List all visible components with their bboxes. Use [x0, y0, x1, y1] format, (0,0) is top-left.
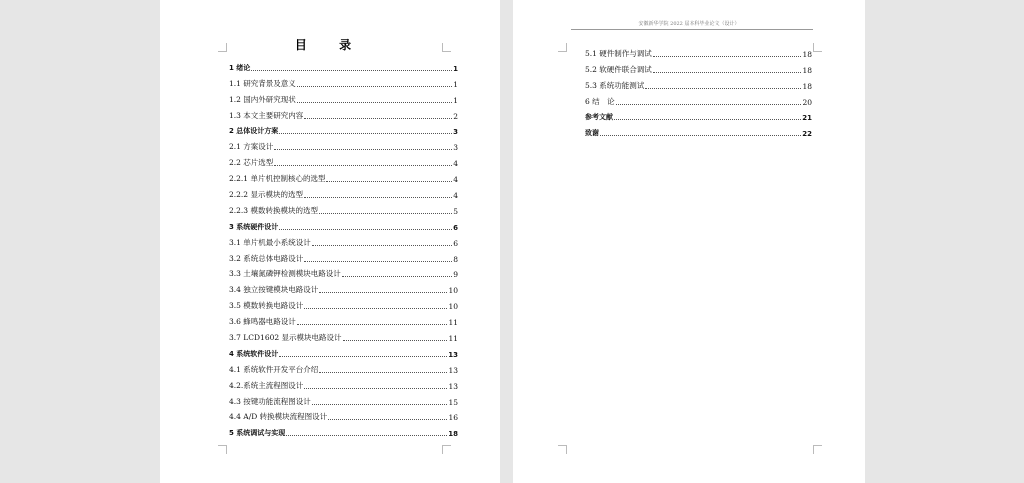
toc-entry-page: 10 — [448, 286, 458, 296]
toc-entry-label: 致谢 — [585, 129, 599, 138]
toc-list — [229, 57, 458, 438]
toc-entry[interactable] — [229, 359, 458, 375]
toc-entry-label: 3.6 蜂鸣器电路设计 — [229, 317, 296, 327]
toc-entry[interactable] — [229, 105, 458, 121]
toc-entry-label: 5.3 系统功能测试 — [585, 80, 645, 90]
toc-entry[interactable] — [585, 75, 812, 91]
toc-entry-label: 参考文献 — [585, 113, 613, 122]
toc-entry[interactable] — [229, 89, 458, 105]
toc-entry-label: 6 结 论 — [585, 96, 615, 106]
toc-entry[interactable] — [229, 407, 458, 423]
toc-entry-page: 1 — [453, 95, 458, 105]
toc-entry-page: 4 — [453, 191, 458, 201]
toc-entry-page: 18 — [802, 65, 812, 75]
toc-entry[interactable] — [229, 73, 458, 89]
toc-leader — [286, 435, 447, 436]
toc-entry-page: 18 — [802, 81, 812, 91]
toc-entry-label: 4.3 按键功能流程图设计 — [229, 396, 311, 406]
margin-corner-mark — [813, 43, 822, 52]
toc-leader — [297, 324, 448, 325]
toc-entry[interactable] — [585, 59, 812, 75]
toc-entry-label: 1.2 国内外研究现状 — [229, 94, 296, 104]
toc-entry[interactable] — [585, 43, 812, 59]
margin-corner-mark — [813, 445, 822, 454]
toc-entry-label: 2.2 芯片选型 — [229, 158, 274, 168]
toc-entry-label: 4.4 A/D 转换模块流程图设计 — [229, 412, 328, 422]
toc-entry-label: 3.2 系统总体电路设计 — [229, 253, 304, 263]
header-rule — [571, 29, 813, 30]
toc-leader — [279, 133, 452, 134]
toc-entry-page: 6 — [453, 238, 458, 248]
toc-leader — [312, 404, 448, 405]
toc-entry-label: 2.2.1 单片机控制核心的选型 — [229, 174, 326, 184]
toc-entry[interactable] — [229, 136, 458, 152]
toc-leader — [304, 388, 447, 389]
toc-leader — [279, 229, 452, 230]
toc-entry-page: 4 — [453, 175, 458, 185]
toc-entry[interactable] — [229, 295, 458, 311]
toc-entry-label: 4 系统软件设计 — [229, 349, 279, 358]
toc-leader — [297, 86, 452, 87]
toc-entry-page: 3 — [453, 143, 458, 153]
toc-entry-page: 20 — [802, 97, 812, 107]
toc-entry-page: 16 — [448, 413, 458, 423]
toc-leader — [297, 102, 452, 103]
toc-entry-label: 4.2.系统主流程图设计 — [229, 380, 304, 390]
toc-entry-label: 1 绪论 — [229, 63, 251, 72]
toc-entry-page: 13 — [448, 350, 458, 359]
toc-entry-label: 3.5 模数转换电路设计 — [229, 301, 304, 311]
toc-entry-label: 1.3 本文主要研究内容 — [229, 110, 304, 120]
toc-entry-page: 1 — [453, 79, 458, 89]
toc-entry-label: 2.1 方案设计 — [229, 142, 274, 152]
toc-entry-label: 5.2 软硬件联合调试 — [585, 64, 652, 74]
toc-entry[interactable] — [229, 375, 458, 391]
toc-entry-label: 2.2.3 模数转换模块的选型 — [229, 205, 318, 215]
toc-entry-label: 3.3 土壤氮磷钾检测模块电路设计 — [229, 269, 341, 279]
toc-entry[interactable] — [229, 422, 458, 438]
toc-leader — [342, 276, 452, 277]
margin-corner-mark — [442, 445, 451, 454]
margin-corner-mark — [558, 43, 567, 52]
toc-title: 目 录 — [294, 38, 366, 52]
toc-entry[interactable] — [229, 279, 458, 295]
toc-entry-page: 21 — [802, 114, 812, 123]
toc-leader — [274, 149, 452, 150]
page-header: 安徽新华学院 2022 届本科毕业论文（设计） — [638, 21, 740, 27]
toc-entry[interactable] — [229, 391, 458, 407]
toc-entry-page: 18 — [802, 49, 812, 59]
toc-entry-page: 9 — [453, 270, 458, 280]
toc-leader — [319, 372, 447, 373]
toc-leader — [319, 213, 452, 214]
toc-list — [585, 43, 812, 138]
toc-entry[interactable] — [229, 168, 458, 184]
toc-leader — [328, 419, 447, 420]
toc-entry-page: 8 — [453, 254, 458, 264]
toc-entry-page: 13 — [448, 381, 458, 391]
toc-entry[interactable] — [229, 200, 458, 216]
toc-entry-page: 1 — [453, 64, 458, 73]
toc-leader — [614, 119, 801, 120]
toc-leader — [600, 135, 801, 136]
toc-leader — [653, 56, 802, 57]
toc-leader — [251, 70, 452, 71]
toc-entry[interactable] — [229, 184, 458, 200]
toc-entry[interactable] — [585, 91, 812, 107]
toc-entry-page: 22 — [802, 130, 812, 139]
toc-entry-page: 11 — [448, 334, 458, 344]
toc-entry-label: 3.4 独立按键模块电路设计 — [229, 285, 319, 295]
toc-leader — [343, 340, 448, 341]
toc-entry-label: 5.1 硬件制作与调试 — [585, 48, 652, 58]
toc-entry[interactable] — [229, 232, 458, 248]
toc-entry-page: 15 — [448, 397, 458, 407]
toc-entry-page: 4 — [453, 159, 458, 169]
toc-entry-label: 5 系统调试与实现 — [229, 429, 286, 438]
toc-entry-page: 11 — [448, 318, 458, 328]
toc-entry-page: 2 — [453, 111, 458, 121]
margin-corner-mark — [442, 43, 451, 52]
document-page-1 — [160, 0, 500, 483]
margin-corner-mark — [558, 445, 567, 454]
toc-leader — [304, 118, 452, 119]
toc-entry[interactable] — [229, 264, 458, 280]
toc-entry-label: 3.7 LCD1602 显示模块电路设计 — [229, 333, 342, 343]
toc-leader — [304, 197, 452, 198]
toc-entry-page: 6 — [453, 223, 458, 232]
toc-leader — [304, 308, 447, 309]
toc-leader — [312, 245, 452, 246]
toc-entry[interactable] — [229, 327, 458, 343]
toc-entry-label: 1.1 研究背景及意义 — [229, 78, 296, 88]
toc-entry-page: 10 — [448, 302, 458, 312]
margin-corner-mark — [218, 445, 227, 454]
toc-leader — [274, 165, 452, 166]
toc-entry[interactable] — [585, 122, 812, 138]
toc-entry[interactable] — [229, 121, 458, 137]
toc-entry-label: 2.2.2 显示模块的选型 — [229, 190, 303, 200]
toc-entry-page: 13 — [448, 365, 458, 375]
margin-corner-mark — [218, 43, 227, 52]
toc-leader — [304, 261, 452, 262]
toc-leader — [645, 88, 801, 89]
toc-leader — [326, 181, 452, 182]
toc-leader — [653, 72, 802, 73]
toc-entry[interactable] — [585, 107, 812, 123]
toc-entry[interactable] — [229, 343, 458, 359]
toc-entry-page: 5 — [453, 206, 458, 216]
toc-entry[interactable] — [229, 248, 458, 264]
toc-entry[interactable] — [229, 311, 458, 327]
toc-entry-page: 3 — [453, 128, 458, 137]
toc-entry-label: 3 系统硬件设计 — [229, 222, 279, 231]
toc-leader — [319, 292, 447, 293]
toc-leader — [279, 356, 447, 357]
toc-entry-page: 18 — [448, 430, 458, 439]
toc-entry[interactable] — [229, 57, 458, 73]
toc-entry[interactable] — [229, 216, 458, 232]
toc-leader — [616, 104, 802, 105]
toc-entry[interactable] — [229, 152, 458, 168]
toc-entry-label: 3.1 单片机最小系统设计 — [229, 237, 311, 247]
toc-entry-label: 2 总体设计方案 — [229, 127, 279, 136]
toc-entry-label: 4.1 系统软件开发平台介绍 — [229, 364, 319, 374]
document-page-2 — [513, 0, 865, 483]
